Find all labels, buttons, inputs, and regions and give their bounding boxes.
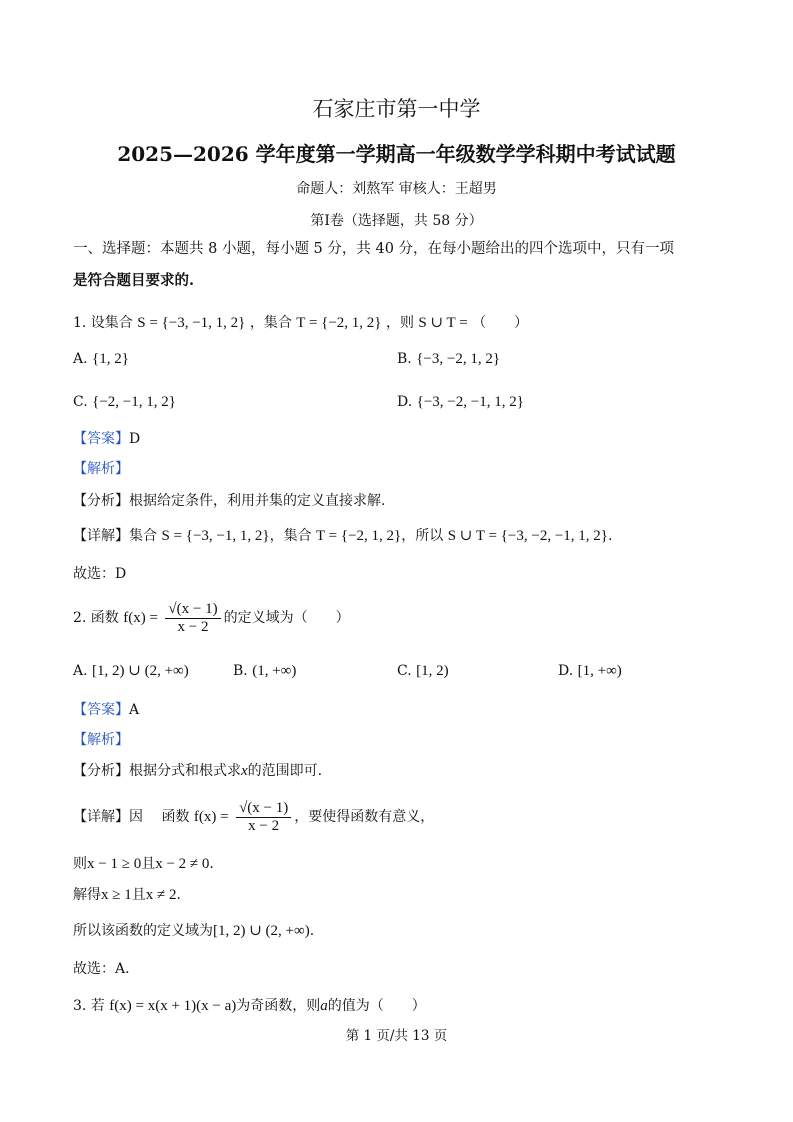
choose-line: 故选：D bbox=[73, 566, 127, 582]
question-2-stem bbox=[73, 598, 350, 638]
detail-set-s: S = {−3, −1, 1, 2} bbox=[161, 528, 270, 544]
detail-text: ，集合 bbox=[269, 528, 312, 544]
fraction-numerator: √(x − 1) bbox=[165, 601, 220, 619]
option-value: {−2, −1, 1, 2} bbox=[92, 394, 176, 410]
domain-result: [1, 2) ∪ (2, +∞) bbox=[213, 923, 310, 939]
question-1-mid: ，集合 bbox=[249, 315, 292, 331]
question-3-stem bbox=[73, 997, 426, 1015]
answer-row bbox=[73, 430, 140, 448]
fraction bbox=[236, 800, 291, 835]
option-label: D. bbox=[397, 394, 413, 410]
answer-row bbox=[73, 701, 139, 719]
page-footer: 第 1 页/共 13 页 bbox=[345, 1028, 448, 1044]
section-heading: 第Ⅰ卷（选择题，共 58 分） bbox=[310, 213, 483, 229]
fenxi-tag: 【分析】 bbox=[73, 493, 129, 509]
set-s: S = {−3, −1, 1, 2} bbox=[137, 315, 246, 331]
option-a bbox=[73, 662, 189, 680]
detail-row bbox=[73, 527, 612, 545]
detail-tag: 【详解】 bbox=[73, 528, 129, 544]
detail-set-t: T = {−2, 1, 2} bbox=[316, 528, 402, 544]
option-label: C. bbox=[73, 394, 88, 410]
question-1-number: 1. 设集合 bbox=[73, 315, 133, 331]
option-label: D. bbox=[558, 663, 574, 679]
option-label: B. bbox=[233, 663, 248, 679]
step-text: 解得 bbox=[73, 887, 101, 903]
step-end: . bbox=[309, 923, 315, 939]
option-label: B. bbox=[397, 351, 412, 367]
fenxi-text: 根据分式和根式求 bbox=[129, 763, 241, 779]
fraction-denominator: x − 2 bbox=[248, 817, 280, 834]
fenxi-text: 根据给定条件，利用并集的定义直接求解. bbox=[129, 493, 386, 509]
step-end: . bbox=[209, 856, 214, 872]
question-1-end: ，则 bbox=[385, 315, 414, 331]
question-3-end: 的值为（ ） bbox=[327, 998, 426, 1014]
step-text: 且 bbox=[131, 887, 146, 903]
variable-x: x bbox=[241, 763, 248, 779]
answer-value: A bbox=[129, 702, 140, 718]
answer-paren: （ ） bbox=[472, 315, 529, 331]
option-value: (1, +∞) bbox=[252, 663, 297, 679]
option-value: {1, 2} bbox=[92, 351, 129, 367]
union-expression: S ∪ T = bbox=[418, 315, 468, 331]
answer-tag: 【答案】 bbox=[73, 702, 129, 718]
step-text: 且 bbox=[141, 856, 156, 872]
solution-step-1 bbox=[73, 855, 214, 873]
option-c bbox=[73, 393, 176, 411]
fraction bbox=[165, 601, 220, 636]
option-value: [1, 2) bbox=[416, 663, 449, 679]
step-text: 所以该函数的定义域为 bbox=[73, 923, 213, 939]
option-value: [1, +∞) bbox=[577, 663, 622, 679]
option-b bbox=[233, 662, 296, 680]
exam-title: 2025—2026 学年度第一学期高一年级数学学科期中考试试题 bbox=[117, 142, 676, 166]
authors-line: 命题人：刘熬军 审核人：王超男 bbox=[296, 181, 497, 197]
inequality: x − 2 ≠ 0 bbox=[155, 856, 210, 872]
option-c bbox=[397, 662, 449, 680]
option-label: A. bbox=[73, 351, 88, 367]
option-label: C. bbox=[397, 663, 412, 679]
fenxi-text: 的范围即可. bbox=[247, 763, 323, 779]
instructions-line-1: 一、选择题：本题共 8 小题，每小题 5 分，共 40 分，在每小题给出的四个选项中，只有一项 bbox=[73, 241, 675, 257]
choose-line: 故选：A. bbox=[73, 961, 130, 977]
option-d bbox=[558, 662, 622, 680]
question-3-number: 3. 若 bbox=[73, 998, 105, 1014]
function-lhs: f(x) = bbox=[123, 610, 158, 626]
option-value: [1, 2) ∪ (2, +∞) bbox=[92, 663, 189, 679]
option-label: A. bbox=[73, 663, 88, 679]
option-a bbox=[73, 350, 129, 368]
detail-row bbox=[73, 797, 434, 837]
variable-a: a bbox=[320, 998, 328, 1014]
fraction-numerator: √(x − 1) bbox=[236, 800, 291, 818]
analysis-summary bbox=[73, 492, 385, 510]
detail-text: ，所以 bbox=[401, 528, 444, 544]
analysis-tag: 【解析】 bbox=[73, 461, 129, 477]
question-2-end: 的定义域为（ ） bbox=[223, 610, 350, 626]
set-t: T = {−2, 1, 2} bbox=[296, 315, 382, 331]
fraction-denominator: x − 2 bbox=[177, 618, 209, 635]
option-value: {−3, −2, −1, 1, 2} bbox=[416, 394, 524, 410]
step-text: 则 bbox=[73, 856, 87, 872]
detail-tag: 【详解】 bbox=[73, 809, 129, 825]
detail-end: . bbox=[607, 528, 613, 544]
step-end: . bbox=[176, 887, 181, 903]
question-2-number: 2. 函数 bbox=[73, 610, 119, 626]
question-1-stem bbox=[73, 314, 528, 332]
inequality: x ≠ 2 bbox=[145, 887, 177, 903]
instructions-line-2: 是符合题目要求的. bbox=[73, 272, 195, 289]
inequality: x ≥ 1 bbox=[101, 887, 132, 903]
detail-text: ，要使得函数有意义， bbox=[294, 809, 435, 825]
inequality: x − 1 ≥ 0 bbox=[87, 856, 142, 872]
fenxi-tag: 【分析】 bbox=[73, 763, 129, 779]
detail-union: S ∪ T = {−3, −2, −1, 1, 2} bbox=[447, 528, 608, 544]
answer-value: D bbox=[129, 431, 141, 447]
detail-text: 集合 bbox=[129, 528, 157, 544]
solution-step-2 bbox=[73, 886, 181, 904]
option-b bbox=[397, 350, 500, 368]
analysis-tag: 【解析】 bbox=[73, 732, 129, 748]
question-3-mid: 为奇函数，则 bbox=[236, 998, 321, 1014]
function-expression: f(x) = x(x + 1)(x − a) bbox=[109, 998, 237, 1014]
solution-step-3 bbox=[73, 922, 314, 940]
answer-tag: 【答案】 bbox=[73, 431, 129, 447]
option-value: {−3, −2, 1, 2} bbox=[416, 351, 501, 367]
option-d bbox=[397, 393, 524, 411]
detail-text: 因 函数 bbox=[129, 809, 190, 825]
analysis-summary bbox=[73, 762, 322, 780]
school-name: 石家庄市第一中学 bbox=[312, 97, 481, 121]
function-lhs: f(x) = bbox=[193, 809, 229, 825]
